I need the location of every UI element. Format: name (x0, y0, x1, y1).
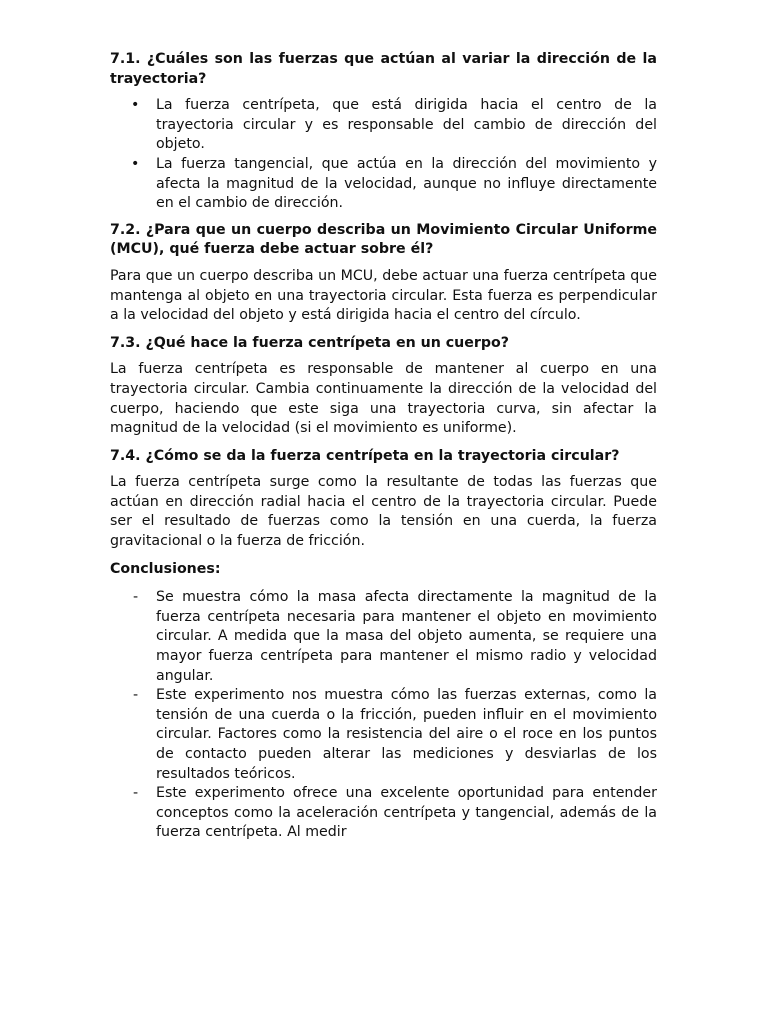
question-7-2-heading: 7.2. ¿Para que un cuerpo describa un Movimiento Circular Uniforme (MCU), qué fuerza debe actuar sobre él? (110, 221, 657, 258)
list-item: • La fuerza tangencial, que actúa en la dirección del movimiento y afecta la magnitud de la velocidad, aunque no influye directamente en el cambio de dirección. (110, 155, 657, 214)
document-page (110, 50, 657, 850)
question-7-1-heading: 7.1. ¿Cuáles son las fuerzas que actúan al variar la dirección de la trayectoria? (110, 51, 657, 87)
conclusions-list (110, 588, 657, 843)
question-7-1-bullet-list (110, 96, 657, 214)
list-item: - Este experimento ofrece una excelente oportunidad para entender conceptos como la aceleración centrípeta y tangencial, además de la fuerza centrípeta. Al medir (110, 784, 657, 843)
conclusions-heading: Conclusiones: (110, 560, 221, 577)
question-7-3-heading: 7.3. ¿Qué hace la fuerza centrípeta en un cuerpo? (110, 334, 510, 351)
list-item: • La fuerza centrípeta, que está dirigida hacia el centro de la trayectoria circular y es responsable del cambio de dirección del objeto. (110, 96, 657, 155)
answer-7-2-paragraph: Para que un cuerpo describa un MCU, debe actuar una fuerza centrípeta que mantenga al objeto en una trayectoria circular. Esta fuerza es perpendicular a la velocidad del objeto y está dirigida hacia el centro del círculo. (110, 267, 657, 324)
question-7-4-heading: 7.4. ¿Cómo se da la fuerza centrípeta en la trayectoria circular? (110, 447, 620, 464)
answer-7-3-paragraph: La fuerza centrípeta es responsable de mantener al cuerpo en una trayectoria circular. Cambia continuamente la dirección de la velocidad del cuerpo, haciendo que este siga una trayectoria curva, sin afectar la magnitud de la velocidad (si el movimiento es uniforme). (110, 361, 657, 437)
answer-7-4-paragraph: La fuerza centrípeta surge como la resultante de todas las fuerzas que actúan en dirección radial hacia el centro de la trayectoria circular. Puede ser el resultado de fuerzas como la tensión en una cuerda, la fuerza gravitacional o la fuerza de fricción. (110, 474, 657, 550)
list-item: - Este experimento nos muestra cómo las fuerzas externas, como la tensión de una cuerda o la fricción, pueden influir en el movimiento circular. Factores como la resistencia del aire o el roce en los puntos de contacto pueden alterar las mediciones y desviarlas de los resultados teóricos. (110, 686, 657, 784)
list-item: - Se muestra cómo la masa afecta directamente la magnitud de la fuerza centrípeta necesaria para mantener el objeto en movimiento circular. A medida que la masa del objeto aumenta, se requiere una mayor fuerza centrípeta para mantener el mismo radio y velocidad angular. (110, 588, 657, 686)
